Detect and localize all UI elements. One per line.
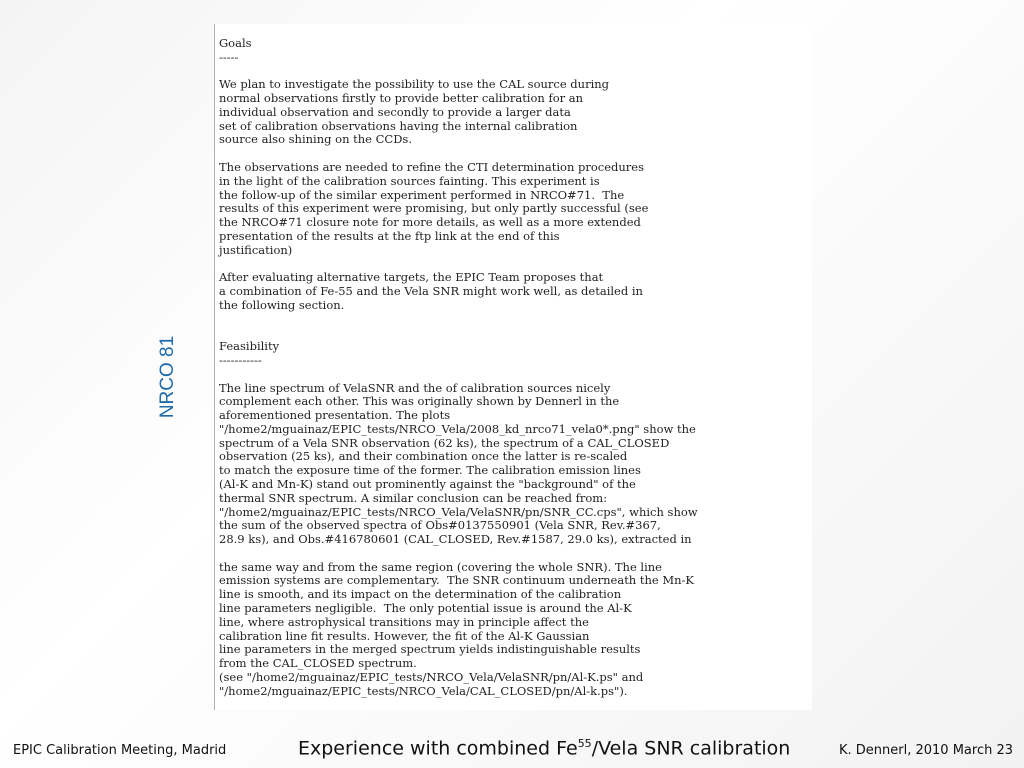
vertical-label-text: NRCO 81 (157, 335, 178, 419)
slide-title-sup: 55 (577, 737, 592, 750)
footer-author-date: K. Dennerl, 2010 March 23 (838, 743, 1013, 758)
footer-meeting: EPIC Calibration Meeting, Madrid (13, 743, 227, 758)
slide-title-pre: Experience with combined Fe (298, 737, 578, 760)
document-text: Goals ----- We plan to investigate the possibility to use the CAL source during normal observations firstly to provide better calibration for an individual observation and secondly to provide a larger data set of calibration observations having the internal calibration source also shining on the CCDs. The observations are needed to refine the CTI determination procedures in the light of the calibration sources fainting. This experiment is the follow-up of the similar experiment performed in NRCO#71. The results of this experiment were promising, but only partly successful (see the NRCO#71 closure note for more details, as well as a more extended presentation of the results at the ftp link at the end of this justification) After evaluating alternative targets, the EPIC Team proposes that a combination of Fe-55 and the Vela SNR might work well, as detailed in the following section. Feasibility ----------- The line spectrum of VelaSNR and the of calibration sources nicely complement each other. This was originally shown by Dennerl in the aforementioned presentation. The plots "/home2/mguainaz/EPIC_tests/NRCO_Vela/2008_kd_nrco71_vela0*.png" show the spectrum of a Vela SNR observation (62 ks), the spectrum of a CAL_CLOSED observation (25 ks), and their combination once the latter is re-scaled to match the exposure time of the former. The calibration emission lines (Al-K and Mn-K) stand out prominently against the "background" of the thermal SNR spectrum. A similar conclusion can be reached from: "/home2/mguainaz/EPIC_tests/NRCO_Vela/VelaSNR/pn/SNR_CC.cps", which show the sum of the observed spectra of Obs#0137550901 (Vela SNR, Rev.#367, 28.9 ks), and Obs.#416780601 (CAL_CLOSED, Rev.#1587, 29.0 ks), extracted in the same way and from the same region (covering the whole SNR). The line emission systems are complementary. The SNR continuum underneath the Mn-K line is smooth, and its impact on the determination of the calibration line parameters negligible. The only potential issue is around the Al-K line, where astrophysical transitions may in principle affect the calibration line fit results. However, the fit of the Al-K Gaussian line parameters in the merged spectrum yields indistinguishable results from the CAL_CLOSED spectrum. (see "/home2/mguainaz/EPIC_tests/NRCO_Vela/VelaSNR/pn/Al-K.ps" and "/home2/mguainaz/EPIC_tests/NRCO_Vela/CAL_CLOSED/pn/Al-k.ps"). (219, 36, 698, 698)
vertical-label (150, 336, 186, 418)
document-screenshot (214, 24, 812, 710)
slide-title (298, 737, 790, 759)
slide-title-post: /Vela SNR calibration (591, 737, 791, 760)
